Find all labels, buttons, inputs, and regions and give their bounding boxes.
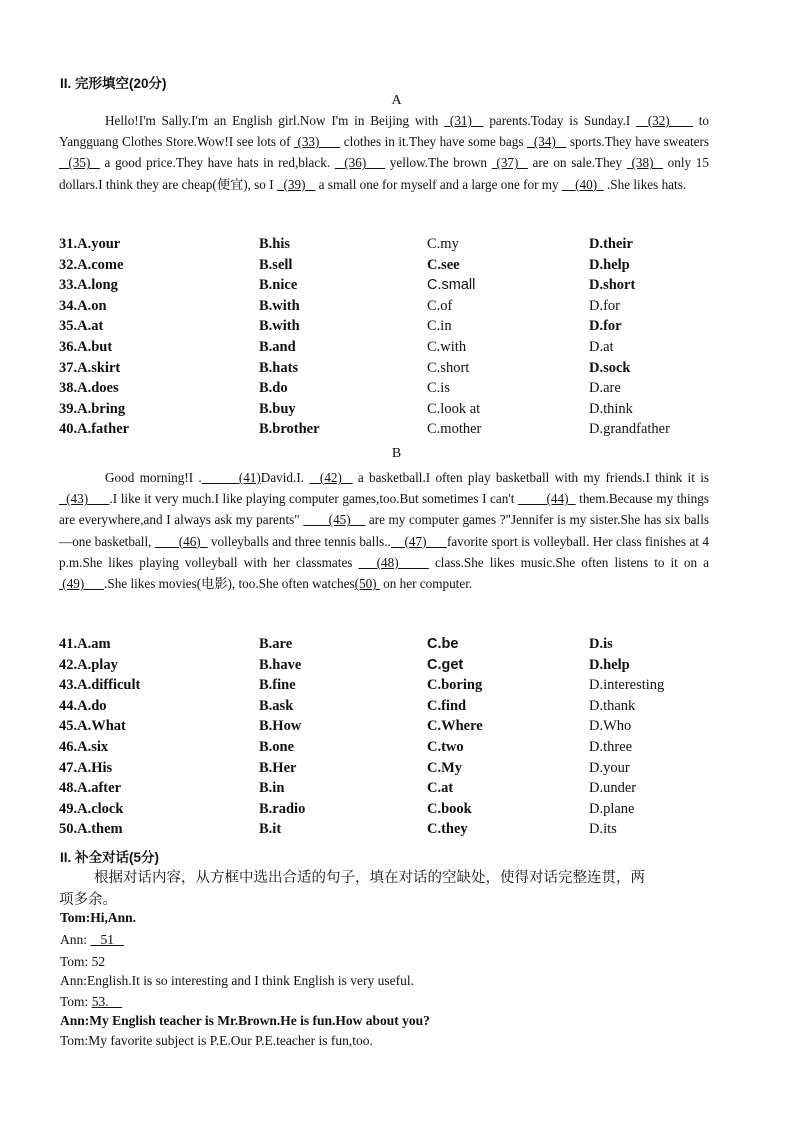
option-row xyxy=(59,801,739,822)
option-a[interactable]: 34.A.on xyxy=(59,297,107,314)
passage-label-b: B xyxy=(391,446,402,461)
option-c[interactable]: C.be xyxy=(427,636,459,652)
option-d[interactable]: D.under xyxy=(589,780,637,797)
dialog-speaker-text: Tom: xyxy=(60,994,92,1009)
option-row xyxy=(59,698,739,719)
option-a[interactable]: 31.A.your xyxy=(59,236,121,252)
dialog-speaker-text: Tom:Hi,Ann. xyxy=(60,910,137,925)
passage-text-run: parents.Today is Sunday.I xyxy=(483,113,637,128)
option-d[interactable]: D.three xyxy=(589,738,633,755)
option-d[interactable]: D.grandfather xyxy=(589,421,670,438)
cloze-blank[interactable]: (33) xyxy=(293,134,341,150)
option-row xyxy=(59,739,739,760)
option-b[interactable]: B.with xyxy=(259,297,300,314)
cloze-blank[interactable]: (46) xyxy=(154,533,208,549)
option-c[interactable]: C.in xyxy=(427,318,452,335)
passage-text-run: them.Because my things are everywhere,and I always ask my parents" xyxy=(59,491,709,528)
option-a[interactable]: 42.A.play xyxy=(59,656,118,673)
option-b[interactable]: B.one xyxy=(259,738,295,755)
option-b[interactable]: B.do xyxy=(259,380,288,397)
passage-text-run: favorite sport is volleyball. Her class finishes at 4 p.m.She likes playing volleyball with her classmates xyxy=(59,533,709,570)
dialog-line xyxy=(60,932,124,948)
dialog-speaker-text: Ann:English.It is so interesting and I think English is very useful. xyxy=(60,973,414,988)
passage-text-run: a small one for myself and a large one for my xyxy=(315,176,562,192)
option-c[interactable]: C.see xyxy=(427,256,460,273)
option-row xyxy=(59,318,739,339)
option-d[interactable]: D.thank xyxy=(589,697,636,714)
dialog-blank[interactable]: 53. xyxy=(91,994,123,1009)
option-c[interactable]: C.they xyxy=(427,821,468,838)
option-b[interactable]: B.How xyxy=(259,718,302,735)
option-c[interactable]: C.find xyxy=(427,697,467,714)
option-a[interactable]: 50.A.them xyxy=(59,821,123,838)
option-b[interactable]: B.in xyxy=(259,780,285,797)
option-c[interactable]: C.with xyxy=(427,338,467,355)
option-row xyxy=(59,380,739,401)
passage-text-run: are my computer games ?"Jennifer is my sister.She has six balls —one basketball, xyxy=(59,512,709,549)
passage-text-run: clothes in it.They have some bags xyxy=(340,134,527,150)
section-title-dialog: II. 补全对话(5分) xyxy=(60,850,160,865)
option-c[interactable]: C.my xyxy=(427,236,459,252)
dialog-line xyxy=(60,1013,430,1029)
dialog-line xyxy=(60,954,105,970)
passage-text-run: to Yangguang Clothes Store.Wow!I see lots of xyxy=(59,113,710,150)
option-c[interactable]: C.get xyxy=(427,656,464,673)
option-d[interactable]: D.its xyxy=(589,821,617,838)
option-row xyxy=(59,277,739,298)
option-a[interactable]: 49.A.clock xyxy=(59,800,124,817)
passage-a-text xyxy=(59,110,709,195)
cloze-blank[interactable]: (42) xyxy=(309,470,353,485)
option-row xyxy=(59,821,739,842)
option-d[interactable]: D.interesting xyxy=(589,677,665,694)
option-d[interactable]: D.is xyxy=(589,636,613,652)
option-b[interactable]: B.his xyxy=(259,236,291,252)
passage-text-run: are on sale.They xyxy=(527,155,627,171)
option-a[interactable]: 44.A.do xyxy=(59,697,107,714)
option-d[interactable]: D.at xyxy=(589,338,614,355)
passage-text-run: Good morning!I . xyxy=(105,470,202,485)
option-c[interactable]: C.is xyxy=(427,380,450,397)
option-row xyxy=(59,360,739,381)
passage-text-run: sports.They have sweaters xyxy=(566,134,709,150)
cloze-blank[interactable]: (47) xyxy=(390,533,447,549)
option-a[interactable]: 45.A.What xyxy=(59,718,126,735)
option-b[interactable]: B.sell xyxy=(259,256,293,273)
cloze-blank[interactable]: (36) xyxy=(334,155,386,171)
dialog-speaker-text: Ann: xyxy=(60,932,91,947)
option-c[interactable]: C.mother xyxy=(427,421,482,438)
cloze-blank[interactable]: (34) xyxy=(526,134,567,150)
option-c[interactable]: C.small xyxy=(427,277,476,294)
cloze-blank[interactable]: (43) xyxy=(59,491,110,507)
option-b[interactable]: B.with xyxy=(259,318,300,335)
dialog-line xyxy=(60,910,136,926)
options-a xyxy=(59,236,739,442)
option-b[interactable]: B.it xyxy=(259,821,282,838)
passage-text-run: volleyballs and three tennis balls.. xyxy=(207,533,391,549)
option-row xyxy=(59,257,739,278)
option-d[interactable]: D.for xyxy=(589,297,621,314)
option-c[interactable]: C.book xyxy=(427,800,472,817)
option-a[interactable]: 33.A.long xyxy=(59,277,118,294)
cloze-blank[interactable]: (31) xyxy=(444,113,484,128)
passage-text-run: .She likes movies(电影), too.She often watches xyxy=(104,576,355,592)
option-row xyxy=(59,421,739,442)
option-d[interactable]: D.sock xyxy=(589,359,631,376)
cloze-blank[interactable]: (48) xyxy=(358,554,429,570)
option-c[interactable]: C.two xyxy=(427,738,464,755)
passage-text-run: David.I. xyxy=(260,470,310,485)
option-c[interactable]: C.Where xyxy=(427,718,483,735)
option-b[interactable]: B.fine xyxy=(259,677,296,694)
dialog-speaker-text: Tom:My favorite subject is P.E.Our P.E.teacher is fun,too. xyxy=(60,1033,373,1048)
dialog-speaker-text: Tom: 52 xyxy=(60,954,106,969)
option-d[interactable]: D.are xyxy=(589,380,621,397)
option-b[interactable]: B.have xyxy=(259,656,302,673)
cloze-blank[interactable]: (44) xyxy=(517,491,576,507)
passage-text-run: Hello!I'm Sally.I'm an English girl.Now I'm in Beijing with xyxy=(105,113,445,128)
option-d[interactable]: D.for xyxy=(589,318,622,335)
option-a[interactable]: 36.A.but xyxy=(59,338,113,355)
option-a[interactable]: 47.A.His xyxy=(59,759,113,776)
cloze-blank[interactable]: (37) xyxy=(491,155,528,171)
option-c[interactable]: C.at xyxy=(427,780,454,797)
options-b xyxy=(59,636,739,842)
cloze-blank[interactable]: _ (40) xyxy=(561,176,604,192)
option-c[interactable]: C.My xyxy=(427,759,463,776)
option-row xyxy=(59,401,739,422)
option-b[interactable]: B.and xyxy=(259,338,296,355)
option-row xyxy=(59,780,739,801)
option-row xyxy=(59,718,739,739)
passage-label-a: A xyxy=(391,93,402,108)
option-b[interactable]: B.radio xyxy=(259,800,306,817)
dialog-speaker-text: Ann:My English teacher is Mr.Brown.He is fun.How about you? xyxy=(60,1013,430,1028)
option-d[interactable]: D.help xyxy=(589,256,630,273)
option-b[interactable]: B.ask xyxy=(259,697,294,714)
option-a[interactable]: 40.A.father xyxy=(59,421,130,438)
option-row xyxy=(59,298,739,319)
option-a[interactable]: 38.A.does xyxy=(59,380,119,397)
option-d[interactable]: D.Who xyxy=(589,718,632,735)
option-d[interactable]: D.plane xyxy=(589,800,635,817)
option-b[interactable]: B.brother xyxy=(259,421,320,438)
option-row xyxy=(59,677,739,698)
option-row xyxy=(59,760,739,781)
option-b[interactable]: B.hats xyxy=(259,359,299,376)
dialog-instruction-line2: 项多余。 xyxy=(59,892,117,908)
passage-text-run: .She likes hats. xyxy=(603,176,687,192)
option-row xyxy=(59,657,739,678)
passage-text-run: yellow.The brown xyxy=(385,155,492,171)
option-d[interactable]: D.think xyxy=(589,400,633,417)
cloze-blank[interactable]: (38) xyxy=(626,155,663,171)
option-a[interactable]: 46.A.six xyxy=(59,738,109,755)
option-a[interactable]: 32.A.come xyxy=(59,256,124,273)
option-c[interactable]: C.look at xyxy=(427,400,481,417)
option-row xyxy=(59,339,739,360)
option-row xyxy=(59,636,739,657)
cloze-blank[interactable]: (45) xyxy=(303,512,366,528)
cloze-blank[interactable]: (32) xyxy=(636,113,693,128)
option-c[interactable]: C.short xyxy=(427,359,470,376)
passage-b-text xyxy=(59,467,709,594)
option-d[interactable]: D.help xyxy=(589,656,630,673)
option-c[interactable]: C.boring xyxy=(427,677,483,694)
cloze-blank[interactable]: (35) xyxy=(59,155,100,171)
dialog-blank[interactable]: 51 xyxy=(90,932,125,947)
option-a[interactable]: 41.A.am xyxy=(59,636,111,652)
cloze-blank[interactable]: (41) xyxy=(201,470,261,485)
dialog-line xyxy=(60,994,122,1010)
option-c[interactable]: C.of xyxy=(427,297,453,314)
dialog-line xyxy=(60,973,414,989)
option-b[interactable]: B.buy xyxy=(259,400,296,417)
passage-text-run: a basketball.I often play basketball with my friends.I think it is xyxy=(352,470,709,485)
section-title-cloze: II. 完形填空(20分) xyxy=(60,76,167,91)
option-a[interactable]: 43.A.difficult xyxy=(59,677,141,694)
option-a[interactable]: 35.A.at xyxy=(59,318,104,335)
option-a[interactable]: 48.A.after xyxy=(59,780,122,797)
option-b[interactable]: B.are xyxy=(259,636,293,652)
option-b[interactable]: B.Her xyxy=(259,759,297,776)
cloze-blank[interactable]: (49) xyxy=(59,576,105,592)
cloze-blank[interactable]: (50) xyxy=(354,576,380,592)
passage-text-run: a good price.They have hats in red,black. xyxy=(99,155,335,171)
passage-text-run: class.She likes music.She often listens to it on a xyxy=(428,554,709,570)
dialog-instruction-line1: 根据对话内容，从方框中选出合适的句子，填在对话的空缺处，使得对话完整连贯，两 xyxy=(94,870,645,886)
passage-text-run: .I like it very much.I like playing computer games,too.But sometimes I can't xyxy=(109,491,518,507)
option-d[interactable]: D.short xyxy=(589,277,636,294)
option-d[interactable]: D.your xyxy=(589,759,630,776)
option-row xyxy=(59,236,739,257)
option-a[interactable]: 37.A.skirt xyxy=(59,359,121,376)
passage-text-run: on her computer. xyxy=(379,576,473,592)
dialog-line xyxy=(60,1033,373,1049)
option-a[interactable]: 39.A.bring xyxy=(59,400,126,417)
passage-text-run: only 15 dollars.I think they are cheap(便宜), so I xyxy=(59,155,709,192)
option-d[interactable]: D.their xyxy=(589,236,633,252)
cloze-blank[interactable]: (39) xyxy=(276,176,316,192)
option-b[interactable]: B.nice xyxy=(259,277,298,294)
